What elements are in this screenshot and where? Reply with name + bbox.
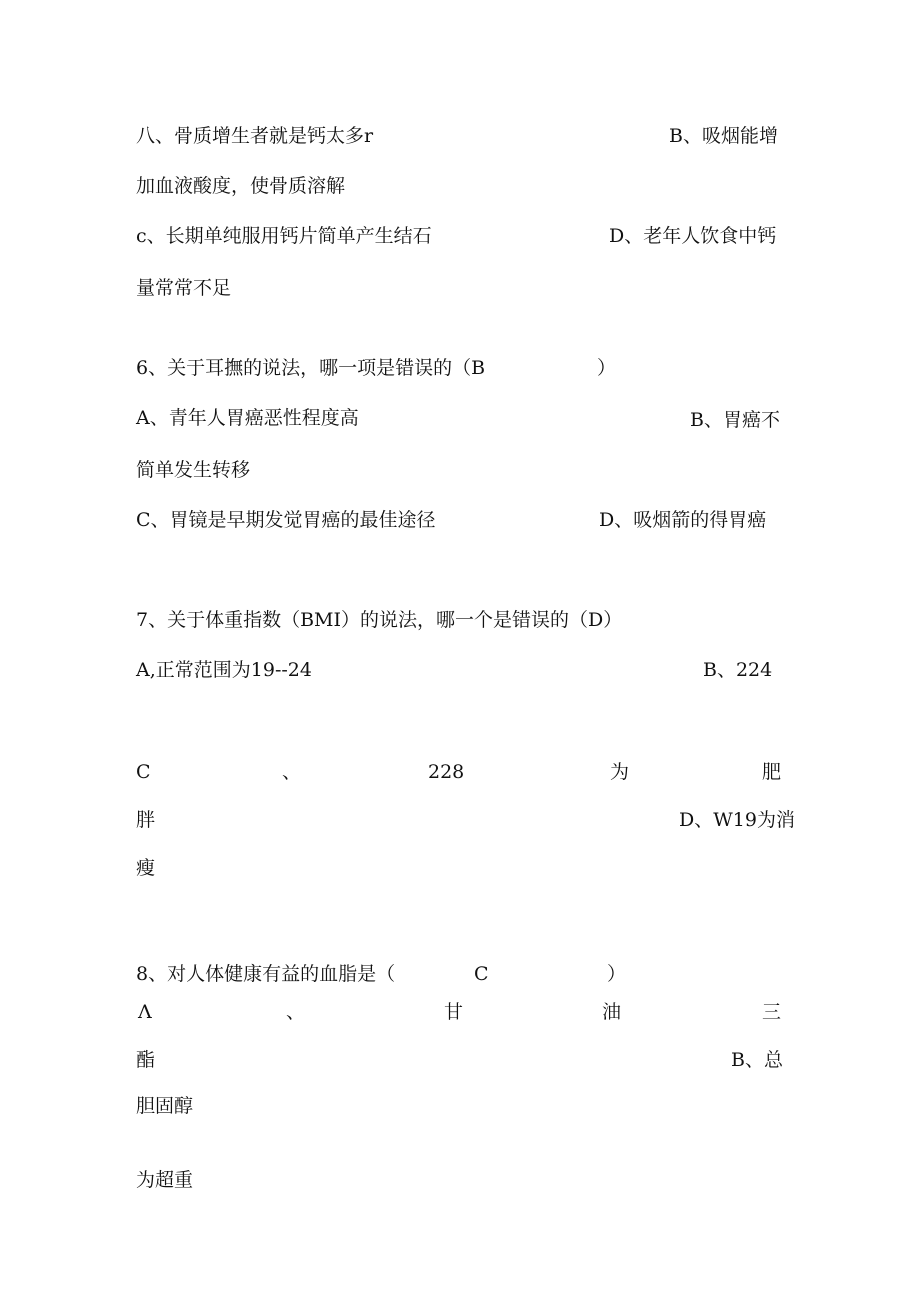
- q7-option-d-cont: 瘦: [136, 857, 156, 879]
- q5-option-d: D、老年人饮食中钙: [609, 225, 777, 247]
- q8-option-b: B、总: [731, 1049, 783, 1071]
- q8-option-a-letter: Λ: [138, 1001, 152, 1023]
- q7-option-c-word1: 为: [610, 761, 630, 783]
- q6-option-b: B、胃癌不: [690, 409, 780, 431]
- q8-option-a-cont: 酯: [136, 1049, 156, 1071]
- q8-question: 8、对人体健康有益的血脂是（: [136, 963, 396, 985]
- q7-option-c-word2: 肥: [762, 761, 782, 783]
- q6-option-a: A、青年人胃癌恶性程度高: [136, 407, 359, 429]
- q5-option-a: 八、骨质增生者就是钙太多r: [136, 125, 374, 147]
- q7-option-c-sep: 、: [282, 761, 302, 783]
- q6-close-paren: ）: [597, 357, 617, 379]
- q7-option-d: D、W19为消: [679, 809, 795, 831]
- q7-option-b: B、224: [703, 659, 773, 681]
- q5-option-c: c、长期单纯服用钙片简单产生结石: [136, 225, 432, 247]
- q5-option-d-cont: 量常常不足: [136, 277, 232, 299]
- q8-answer: C: [474, 963, 489, 985]
- q5-option-b-cont: 加血液酸度，使骨质溶解: [136, 175, 346, 197]
- q8-close-paren: ）: [607, 963, 627, 985]
- q7-option-c-cont: 胖: [136, 809, 156, 831]
- q6-question: 6、关于耳撫的说法，哪一项是错误的（B: [136, 357, 486, 379]
- q6-option-b-cont: 简单发生转移: [136, 459, 251, 481]
- q8-option-a-word3: 三: [762, 1001, 782, 1023]
- q5-option-b: B、吸烟能增: [669, 125, 778, 147]
- q6-option-d: D、吸烟箭的得胃癌: [599, 509, 767, 531]
- q8-option-a-word1: 甘: [444, 1001, 464, 1023]
- q7-option-c-value: 228: [428, 761, 465, 783]
- q7-question: 7、关于体重指数（BMI）的说法，哪一个是错误的（D）: [136, 609, 623, 631]
- q8-option-a-word2: 油: [602, 1001, 622, 1023]
- q7-option-c-letter: C: [136, 761, 151, 783]
- q6-option-c: C、胃镜是早期发觉胃癌的最佳途径: [136, 509, 436, 531]
- trailing-text: 为超重: [136, 1169, 194, 1191]
- q7-option-a: A,正常范围为19--24: [136, 659, 312, 681]
- q8-option-b-cont: 胆固醇: [136, 1095, 194, 1117]
- q8-option-a-sep: 、: [286, 1001, 306, 1023]
